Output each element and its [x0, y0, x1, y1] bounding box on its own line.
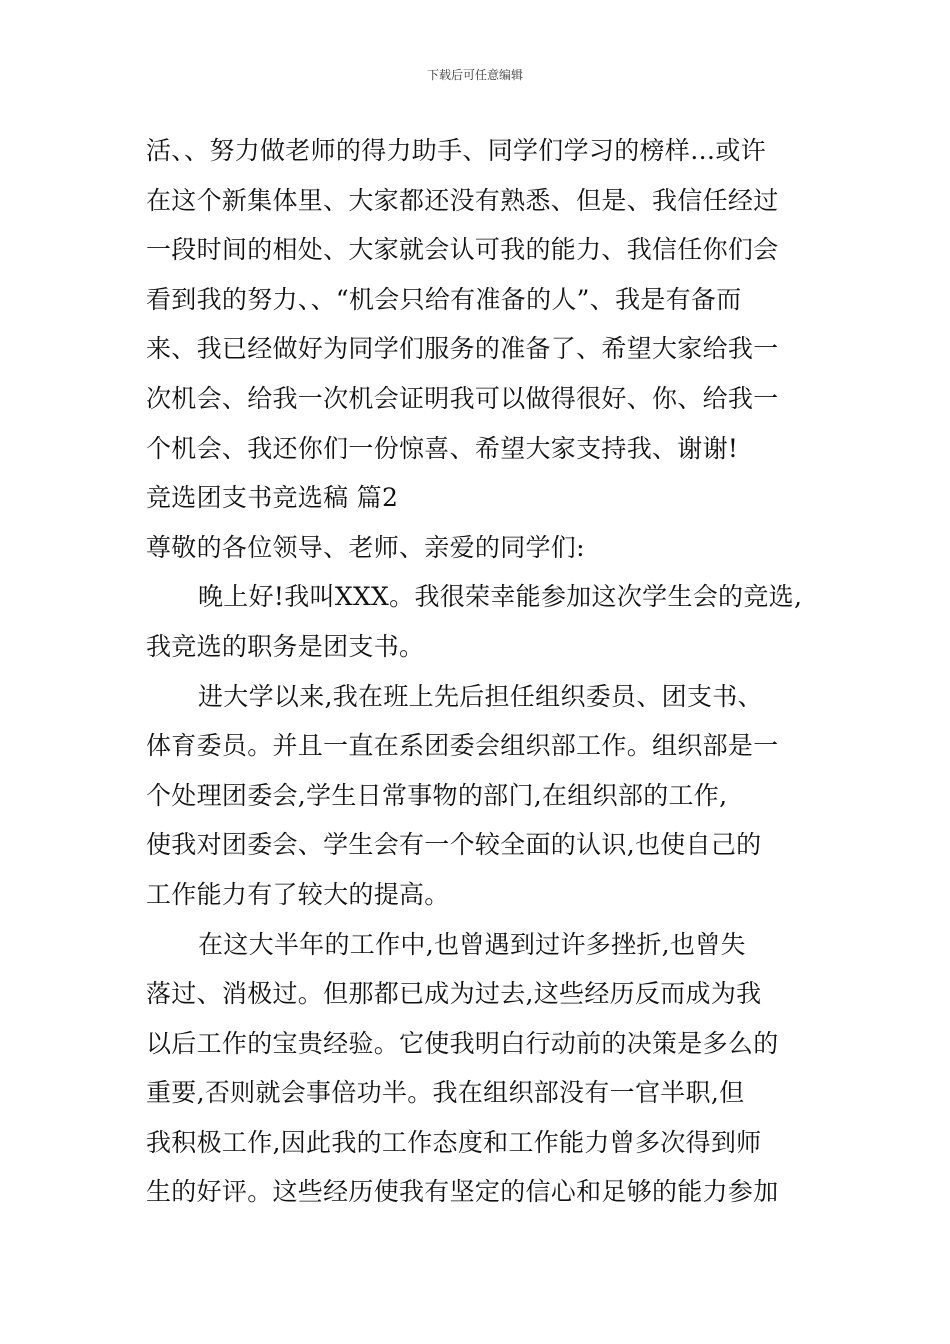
text-line: 我积极工作,因此我的工作态度和工作能力曾多次得到师: [146, 1127, 762, 1157]
text-line: 看到我的努力、、“机会只给有准备的人”、我是有备而: [146, 284, 742, 314]
text-line: 次机会、给我一次机会证明我可以做得很好、你、给我一: [146, 383, 779, 413]
text-line: 重要,否则就会事倍功半。我在组织部没有一官半职,但: [146, 1078, 745, 1108]
text-line: 进大学以来,我在班上先后担任组织委员、团支书、: [198, 681, 763, 711]
text-line: 在这大半年的工作中,也曾遇到过许多挫折,也曾失: [198, 929, 746, 959]
page-header: 下载后可任意编辑: [426, 68, 523, 82]
text-line: 尊敬的各位领导、老师、亲爱的同学们:: [146, 532, 585, 562]
text-line: 落过、消极过。但那都已成为过去,这些经历反而成为我: [146, 979, 762, 1009]
text-line: 我竞选的职务是团支书。: [146, 631, 425, 661]
text-line: 个处理团委会,学生日常事物的部门,在组织部的工作,: [146, 780, 728, 810]
text-line: 晚上好!我叫XXX。我很荣幸能参加这次学生会的竞选,: [198, 582, 803, 612]
text-line: 一段时间的相处、大家就会认可我的能力、我信任你们会: [146, 235, 779, 265]
text-line: 以后工作的宝贵经验。它使我明白行动前的决策是多么的: [146, 1028, 779, 1058]
text-line: 来、我已经做好为同学们服务的准备了、希望大家给我一: [146, 334, 779, 364]
text-line: 竞选团支书竞选稿 篇2: [146, 483, 399, 513]
text-line: 生的好评。这些经历使我有坚定的信心和足够的能力参加: [146, 1177, 779, 1207]
text-line: 工作能力有了较大的提高。: [146, 879, 450, 909]
text-line: 体育委员。并且一直在系团委会组织部工作。组织部是一: [146, 731, 779, 761]
text-line: 在这个新集体里、大家都还没有熟悉、但是、我信任经过: [146, 185, 779, 215]
text-line: 活、、努力做老师的得力助手、同学们学习的榜样…或许: [146, 136, 767, 165]
text-line: 使我对团委会、学生会有一个较全面的认识,也使自己的: [146, 830, 762, 860]
document-body: [146, 126, 826, 1217]
text-line: 个机会、我还你们一份惊喜、希望大家支持我、谢谢!: [146, 433, 739, 463]
